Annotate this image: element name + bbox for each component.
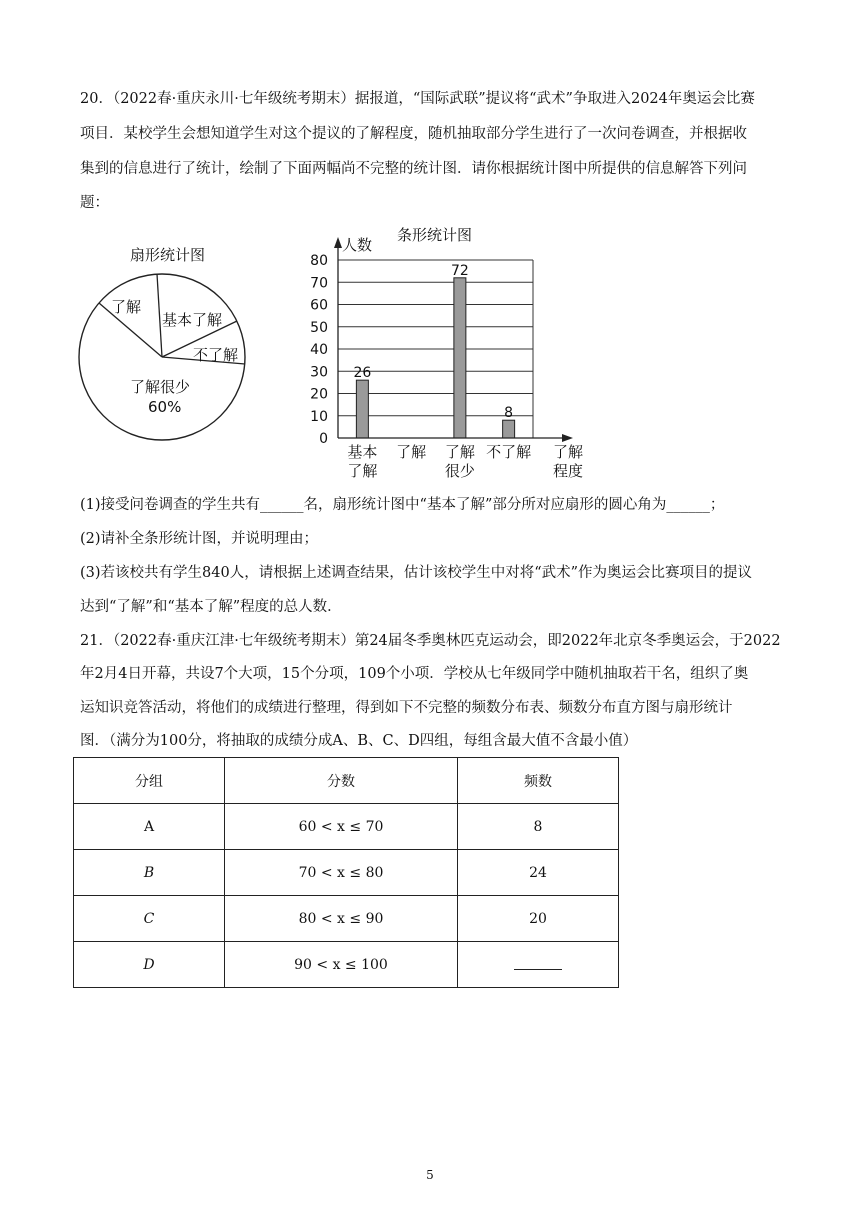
table-cell-group: C xyxy=(74,896,225,942)
table-header-score: 分数 xyxy=(225,758,458,804)
y-tick-label: 0 xyxy=(319,431,328,447)
q20-line-2: 项目．某校学生会想知道学生对这个提议的了解程度，随机抽取部分学生进行了一次问卷调查，并根据收 xyxy=(80,126,747,142)
bar-y-ticks xyxy=(310,253,328,447)
q20-sub-3-line-1: (3)若该校共有学生840人，请根据上述调查结果，估计该校学生中对将“武术”作为奥运会比赛项目的提议 xyxy=(80,565,753,581)
x-category-label: 了解 xyxy=(444,443,475,461)
y-tick-label: 20 xyxy=(310,386,328,403)
table-cell-freq: 8 xyxy=(458,804,619,850)
q20-sub-2: (2)请补全条形统计图，并说明理由； xyxy=(80,531,319,547)
table-row xyxy=(74,942,619,988)
x-category-label: 了解 xyxy=(396,443,427,461)
x-category-label: 基本 xyxy=(347,443,378,461)
bar-bars xyxy=(353,263,514,438)
x-category-label: 很少 xyxy=(444,462,475,480)
table-row xyxy=(74,850,619,896)
q20-sub-1: (1)接受问卷调查的学生共有______名，扇形统计图中“基本了解”部分所对应扇形的圆心角为______； xyxy=(80,497,725,513)
table-header-group: 分组 xyxy=(74,758,225,804)
y-tick-label: 50 xyxy=(310,319,328,336)
table-cell-score: 80 < x ≤ 90 xyxy=(225,896,458,942)
bar-data-label: 26 xyxy=(353,365,372,382)
table-cell-score: 60 < x ≤ 70 xyxy=(225,804,458,850)
answer-blank xyxy=(514,955,562,970)
q20-sub-3-line-2: 达到“了解”和“基本了解”程度的总人数． xyxy=(80,599,342,615)
y-tick-label: 70 xyxy=(310,275,328,292)
table-cell-group: B xyxy=(74,850,225,896)
q20-figures xyxy=(0,0,860,500)
bar xyxy=(454,278,466,438)
pie-label-know: 了解 xyxy=(111,298,142,316)
bar-chart xyxy=(310,226,583,480)
table-row xyxy=(74,804,619,850)
q20-line-4: 题： xyxy=(80,195,109,211)
table-cell-group: A xyxy=(74,804,225,850)
q20-line-1: 20．（2022春·重庆永川·七年级统考期末）据报道，“国际武联”提议将“武术”争取进入2024年奥运会比赛 xyxy=(80,91,755,107)
pie-title: 扇形统计图 xyxy=(130,246,206,264)
pie-label-percent: 60% xyxy=(148,398,182,416)
q21-line-4: 图．（满分为100分，将抽取的成绩分成A、B、C、D四组，每组含最大值不含最小值） xyxy=(80,733,638,749)
bar-data-label: 8 xyxy=(504,405,514,422)
pie-label-basic: 基本了解 xyxy=(162,311,223,329)
table-cell-group: D xyxy=(74,942,225,988)
pie-label-dont-know: 不了解 xyxy=(193,346,239,364)
q21-line-1: 21．（2022春·重庆江津·七年级统考期末）第24届冬季奥林匹克运动会，即2022年北京冬季奥运会，于2022 xyxy=(80,633,781,649)
y-tick-label: 30 xyxy=(310,364,328,381)
bar-data-label: 72 xyxy=(450,262,469,279)
bar xyxy=(356,380,368,438)
y-tick-label: 10 xyxy=(310,408,328,425)
pie-chart xyxy=(79,246,245,440)
bar xyxy=(503,420,515,438)
q21-line-2: 年2月4日开幕，共设7个大项，15个分项，109个小项．学校从七年级同学中随机抽取若干名，组织了奥 xyxy=(80,666,749,682)
bar-x-axis-arrow xyxy=(562,434,573,442)
table-cell-freq-blank xyxy=(458,942,619,988)
y-tick-label: 60 xyxy=(310,297,328,314)
frequency-table xyxy=(73,757,619,988)
bar-xlabel-line2: 程度 xyxy=(553,462,584,480)
table-cell-score: 90 < x ≤ 100 xyxy=(225,942,458,988)
table-row xyxy=(74,896,619,942)
bar-chart-ylabel: 人数 xyxy=(342,236,373,254)
bar-y-axis-arrow xyxy=(334,237,342,248)
table-cell-freq: 24 xyxy=(458,850,619,896)
q20-line-3: 集到的信息进行了统计，绘制了下面两幅尚不完整的统计图．请你根据统计图中所提供的信息解答下列问 xyxy=(80,161,747,177)
x-category-label: 了解 xyxy=(347,462,378,480)
bar-xlabel-line1: 了解 xyxy=(553,443,584,461)
table-header-freq: 频数 xyxy=(458,758,619,804)
y-tick-label: 40 xyxy=(310,342,328,358)
x-category-label: 不了解 xyxy=(486,443,532,461)
table-cell-freq: 20 xyxy=(458,896,619,942)
bar-chart-title: 条形统计图 xyxy=(397,226,473,244)
y-tick-label: 80 xyxy=(310,253,328,269)
table-header-row xyxy=(74,758,619,804)
q21-line-3: 运知识竞答活动，将他们的成绩进行整理，得到如下不完整的频数分布表、频数分布直方图与扇形统计 xyxy=(80,700,733,716)
table-cell-score: 70 < x ≤ 80 xyxy=(225,850,458,896)
bar-x-categories xyxy=(347,443,531,480)
pie-label-little: 了解很少 xyxy=(130,378,191,396)
page-number: 5 xyxy=(426,1168,434,1182)
